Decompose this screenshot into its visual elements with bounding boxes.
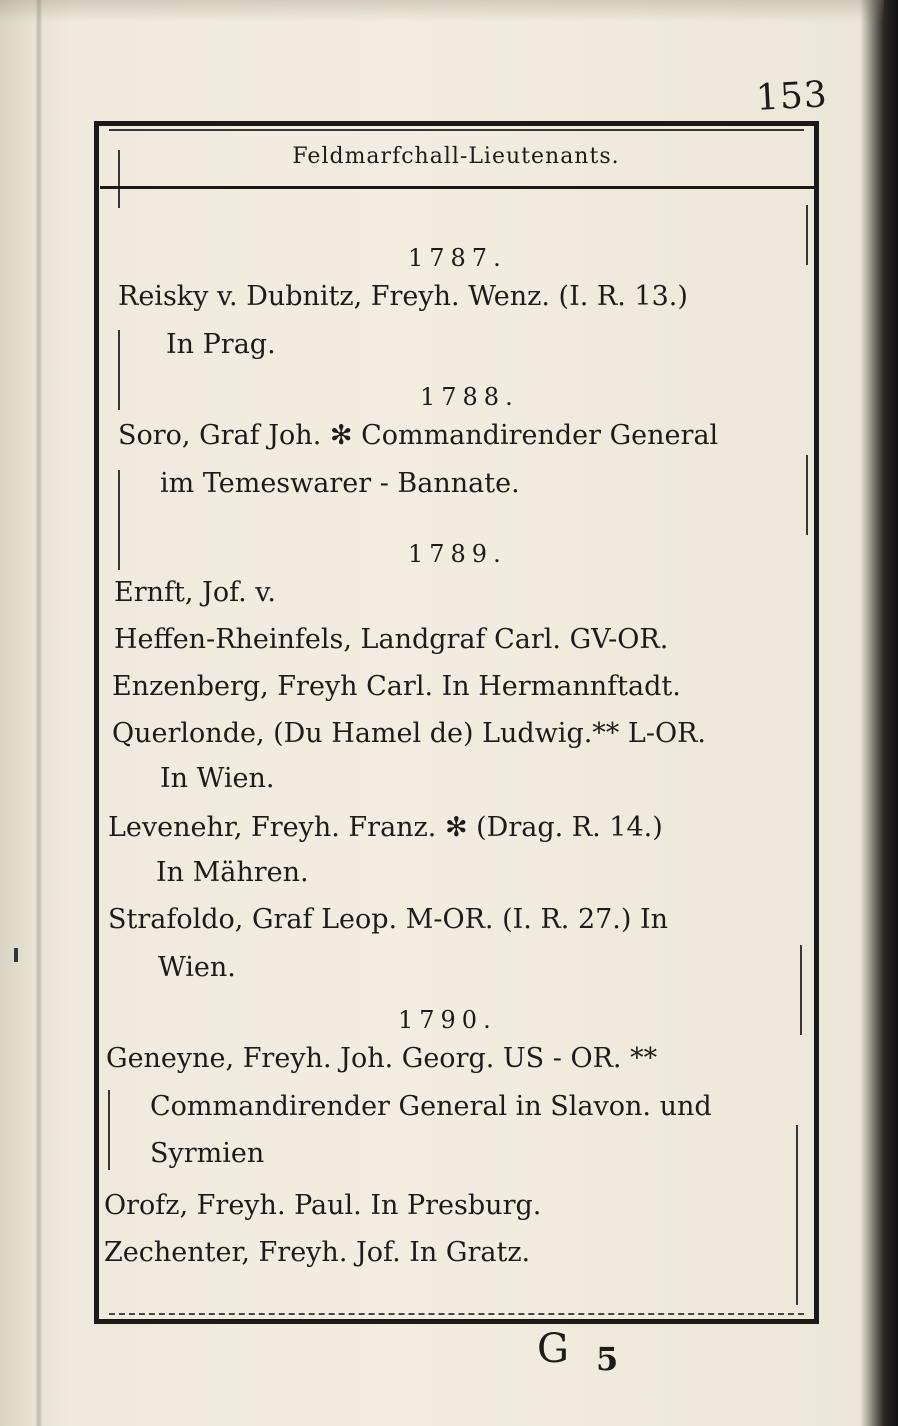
margin-mark [14, 948, 18, 962]
page-number: 153 [754, 74, 829, 119]
entry-line: Levenehr, Freyh. Franz. ✻ (Drag. R. 14.) [108, 812, 663, 843]
signature-mark: G [537, 1326, 569, 1372]
entry-line: Ernft, Jof. v. [114, 577, 276, 608]
entry-line: Wien. [158, 952, 236, 983]
entry-line: Zechenter, Freyh. Jof. In Gratz. [104, 1237, 531, 1268]
entry-line: Syrmien [150, 1138, 265, 1169]
frame-inner-right-rule [806, 205, 808, 265]
entry-line: Commandirender General in Slavon. und [150, 1091, 712, 1122]
frame-inner-right-rule [806, 455, 808, 535]
entry-line: Enzenberg, Freyh Carl. In Hermannftadt. [112, 671, 681, 702]
entry-line: In Wien. [160, 763, 275, 794]
heading-rule [100, 186, 816, 189]
page-top-edge [0, 0, 884, 22]
section-heading: Feldmarfchall-Lieutenants. [292, 144, 620, 169]
entry-line: Querlonde, (Du Hamel de) Ludwig.** L-OR. [112, 718, 706, 749]
entry-line: In Prag. [166, 329, 276, 360]
entry-line: Reisky v. Dubnitz, Freyh. Wenz. (I. R. 13.) [118, 281, 688, 312]
page-binding-shadow [36, 0, 42, 1426]
year-heading: 1787. [408, 244, 507, 272]
year-heading: 1789. [408, 540, 507, 568]
frame-inner-right-rule [796, 1125, 798, 1305]
entry-line: In Mähren. [156, 857, 309, 888]
year-heading: 1790. [398, 1006, 497, 1034]
entry-line: Heffen-Rheinfels, Landgraf Carl. GV-OR. [114, 624, 669, 655]
entry-line: Soro, Graf Joh. ✻ Commandirender General [118, 420, 719, 451]
entry-line: Orofz, Freyh. Paul. In Presburg. [104, 1190, 542, 1221]
entry-line: Geneyne, Freyh. Joh. Georg. US - OR. ** [106, 1043, 658, 1074]
entry-line: im Temeswarer - Bannate. [160, 468, 520, 499]
frame-inner-left-rule [118, 330, 120, 410]
signature-number: 5 [596, 1340, 619, 1378]
year-heading: 1788. [420, 383, 519, 411]
frame-inner-top-rule [109, 129, 804, 131]
entry-line: Strafoldo, Graf Leop. M-OR. (I. R. 27.) In [108, 904, 669, 935]
frame-inner-left-rule [108, 1090, 110, 1170]
frame-inner-bottom-rule [109, 1313, 804, 1315]
frame-inner-left-rule [118, 470, 120, 570]
frame-inner-right-rule [800, 945, 802, 1035]
